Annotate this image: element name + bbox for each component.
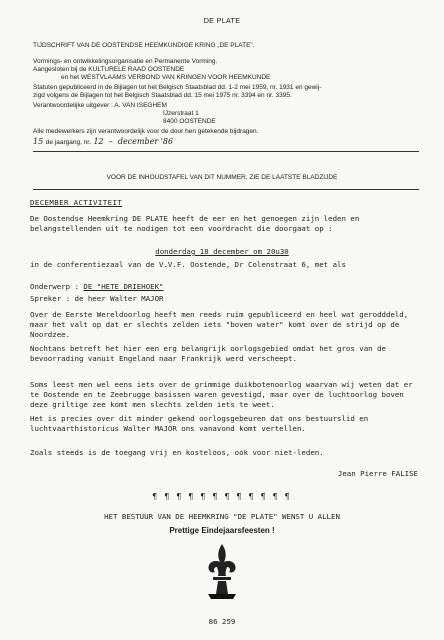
masthead-line: zigd volgens de Bijlagen tot het Belgisch Staatsblad dd. 15 mei 1975 nr. 3394 en nr. 3395. — [33, 92, 292, 99]
masthead-line: Statuten gepubliceerd in de Bijlagen tot het Belgisch Staatsblad dd. 1-2 mei 1959, nr. 1931 en gewij- — [33, 84, 322, 91]
page-numbers: 86 259 — [208, 617, 236, 626]
article-paragraph: Over de Eerste Wereldoorlog heeft men reeds ruim gepubliceerd en heel wat gerodddeld, maar het valt op dat er slechts zelden iets "boven water" komt over de strijd op de Noordzee. — [30, 310, 409, 339]
magazine-title: DE PLATE — [203, 16, 241, 25]
magazine-subtitle: TIJDSCHRIFT VAN DE OOSTENDSE HEEMKUNDIGE KRING „DE PLATE”. — [33, 42, 255, 49]
article-heading: DECEMBER ACTIVITEIT — [30, 198, 123, 207]
subject-label: Onderwerp : — [30, 282, 84, 291]
publisher-address: IJzerstraat 1 — [163, 110, 199, 117]
ornament-divider: ¶ ¶ ¶ ¶ ¶ ¶ ¶ ¶ ¶ ¶ ¶ ¶ — [152, 492, 292, 501]
event-date — [0, 247, 444, 257]
masthead-line: Aangesloten bij de KULTURELE RAAD OOSTENDE — [33, 66, 185, 73]
article-paragraph: Soms leest men wel eens iets over de grimmige duikbotenoorlog waarvan wij weten dat er te Oostende en te Zeebrugge basissen waren gevestigd, maar over de luchtoorlog boven deze griltige zee komt men slechts zelden iets te weet. — [30, 380, 413, 409]
divider-top — [33, 151, 419, 152]
article-paragraph: Nochtans betreft het hier een erg belangrijk oorlogsgebied omdat het gros van de bevoorrading vanuit Engeland naar Frankrijk werd verscheept. — [30, 344, 386, 363]
author-signature: Jean Pierre FALISE — [337, 469, 418, 478]
fleur-de-lis-emblem-icon — [198, 542, 246, 607]
event-date-text: donderdag 18 december om 20u30 — [155, 247, 289, 256]
event-subject — [30, 282, 422, 292]
event-speaker: Spreker : de heer Walter MAJOR — [30, 294, 164, 303]
issue-volume: 15 — [33, 137, 44, 146]
masthead-line: Vormings- en ontwikkelingsorganisatie en Permanente Vorming. — [33, 58, 218, 65]
article-paragraph: Zoals steeds is de toegang vrij en kosteloos, ook voor niet-leden. — [30, 448, 324, 457]
greeting-line-1: HET BESTUUR VAN DE HEEMKRING "DE PLATE" WENST U ALLEN — [104, 512, 340, 521]
publisher-line: Verantwoordelijke uitgever : A. VAN ISEGHEM — [33, 102, 167, 109]
event-venue: in de conferentiezaal van de V.V.F. Oostende, Dr Colenstraat 6, met als — [30, 260, 346, 269]
disclaimer-line: Alle medewerkers zijn verantwoordelijk voor de door hen getekende bijdragen. — [33, 128, 259, 135]
greeting-line-2: Prettige Eindejaarsfeesten ! — [169, 526, 275, 535]
masthead-line: en het WESTVLAAMS VERBOND VAN KRINGEN VOOR HEEMKUNDE — [61, 74, 271, 81]
issue-printed-label: de jaargang, nr. — [45, 139, 91, 146]
toc-note: VOOR DE INHOUDSTAFEL VAN DIT NUMMER, ZIE DE LAATSTE BLADZIJDE — [106, 174, 338, 181]
divider-bottom — [33, 189, 419, 190]
article-paragraph: Het is precies over dit minder gekend oorlogsgebeuren dat ons bestuurslid en luchtvaarthistoricus Walter MAJOR ons vanavond komt vertellen. — [30, 414, 369, 433]
subject-title: DE "HETE DRIEHOEK" — [83, 282, 164, 291]
issue-number: 12 — [93, 137, 104, 146]
publisher-city: 8400 OOSTENDE — [163, 118, 216, 125]
article-intro: De Oostendse Heemkring DE PLATE heeft de eer en het genoegen zijn leden en belangstellenden uit te nodigen tot een voordracht die doorgaat op : — [30, 214, 360, 233]
masthead-block — [33, 58, 423, 136]
issue-line: 15 de jaargang, nr. 12 – december '86 — [33, 137, 174, 146]
issue-month: december '86 — [117, 137, 174, 146]
